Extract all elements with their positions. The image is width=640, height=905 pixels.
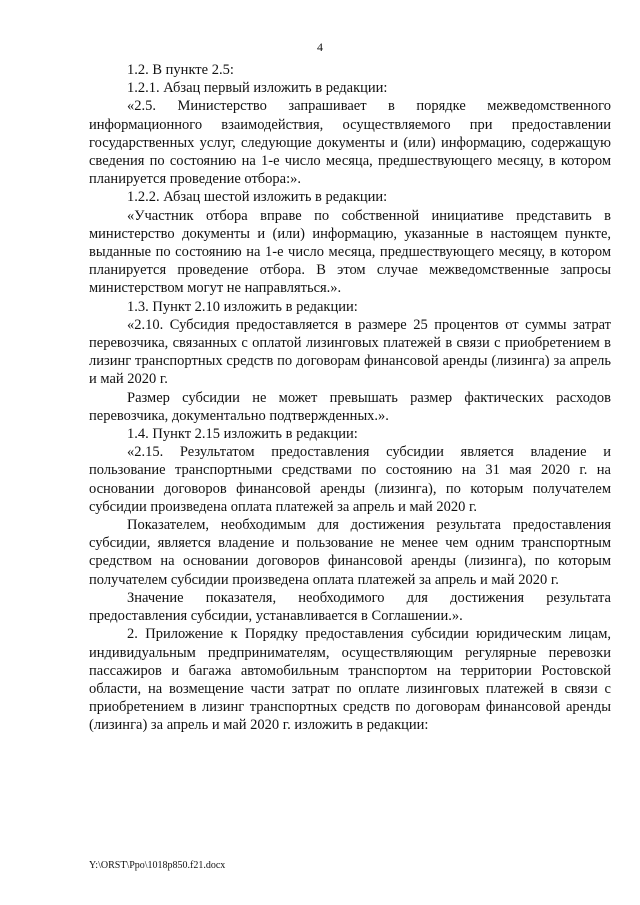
- paragraph: Показателем, необходимым для достижения результата предоставления субсидии, является владение и пользование не менее чем одним транспортным средством на основании договоров финансовой аренды (лизинга), по которым получателем субсидии произведена оплата платежей за апрель и май 2020 г.: [89, 517, 611, 588]
- paragraph: «2.5. Министерство запрашивает в порядке межведомственного информационного взаимодействия, осуществляемого при предоставлении государственных услуг, следующие документы и (или) информацию, содержащую сведения по состоянию на 1-е число месяца, предшествующего месяцу, в котором планируется проведение отбора:».: [89, 98, 611, 188]
- paragraph: 1.2.1. Абзац первый изложить в редакции:: [127, 80, 388, 97]
- paragraph: Размер субсидии не может превышать размер фактических расходов перевозчика, документально подтвержденных.».: [89, 389, 611, 424]
- paragraph: 1.2.2. Абзац шестой изложить в редакции:: [127, 189, 388, 206]
- paragraph: 1.4. Пункт 2.15 изложить в редакции:: [127, 426, 358, 443]
- paragraph: 1.2. В пункте 2.5:: [127, 62, 234, 78]
- page-number: 4: [317, 40, 323, 54]
- file-path-footer: Y:\ORST\Ppo\1018p850.f21.docx: [89, 860, 226, 871]
- document-body: [89, 61, 611, 735]
- paragraph: 2. Приложение к Порядку предоставления субсидии юридическим лицам, индивидуальным предпринимателям, осуществляющим регулярные перевозки пассажиров и багажа автомобильным транспортом на территории Ростовской области, на возмещение части затрат по оплате лизинговых платежей в связи с приобретением в лизинг транспортных средств по договорам финансовой аренды (лизинга) за апрель и май 2020 г. изложить в редакции:: [89, 626, 611, 734]
- paragraph: «Участник отбора вправе по собственной инициативе представить в министерство документы и (или) информацию, указанные в настоящем пункте, выданные по состоянию на 1-е число месяца, предшествующего месяцу, в котором планируется проведение отбора. В этом случае межведомственные запросы министерством могут не направляться.».: [89, 207, 611, 297]
- paragraph: «2.15. Результатом предоставления субсидии является владение и пользование транспортными средствами по состоянию на 31 мая 2020 г. на основании договоров финансовой аренды (лизинга), по которым получателем субсидии произведена оплата платежей за апрель и май 2020 г.: [89, 444, 611, 515]
- paragraph: «2.10. Субсидия предоставляется в размере 25 процентов от суммы затрат перевозчика, связанных с оплатой лизинговых платежей в связи с приобретением в лизинг транспортных средств по договорам финансовой аренды (лизинга) за апрель и май 2020 г.: [89, 316, 611, 388]
- paragraph: 1.3. Пункт 2.10 изложить в редакции:: [127, 298, 358, 315]
- paragraph: Значение показателя, необходимого для достижения результата предоставления субсидии, устанавливается в Соглашении.».: [89, 589, 611, 625]
